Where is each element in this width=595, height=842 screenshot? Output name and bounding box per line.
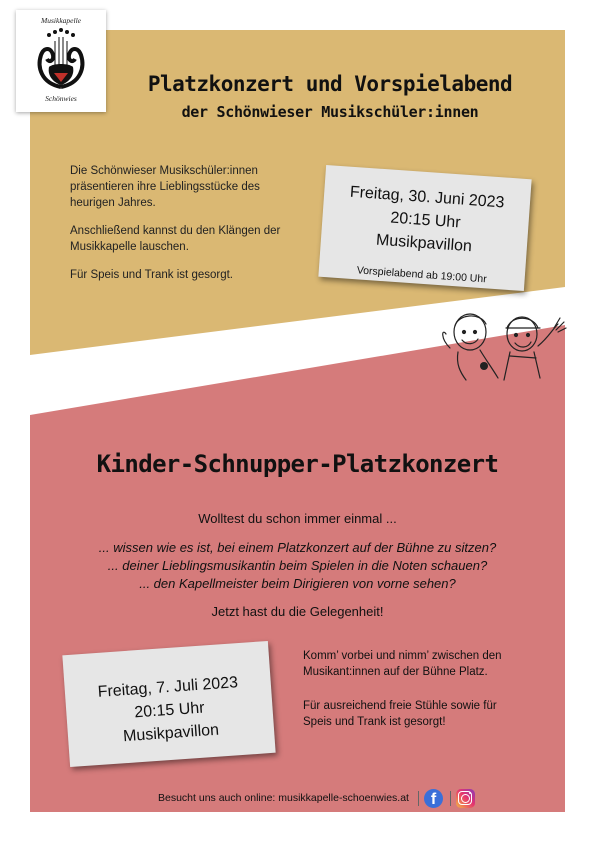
event2-question-lines [0, 539, 595, 593]
event1-note: Vorspielabend ab 19:00 Uhr [356, 264, 488, 286]
event1-intro [70, 163, 290, 295]
event1-time: 20:15 Uhr [389, 209, 462, 232]
question-line: ... deiner Lieblingsmusikantin beim Spielen in die Noten schauen? [107, 558, 488, 573]
event2-question: Wolltest du schon immer einmal ... [198, 511, 397, 526]
lyre-icon [35, 27, 87, 91]
intro-paragraph: Die Schönwieser Musikschüler:innen präsentieren ihre Lieblingsstücke des heurigen Jahres. [70, 165, 260, 209]
footer-divider [418, 791, 419, 806]
event1-date: Freitag, 30. Juni 2023 [349, 183, 505, 212]
footer [0, 786, 595, 810]
kids-drawing [440, 308, 570, 388]
event1-title: Platzkonzert und Vorspielabend [147, 72, 513, 96]
event2-date: Freitag, 7. Juli 2023 [97, 674, 239, 701]
musikkapelle-logo [16, 10, 106, 112]
logo-bottom-text: Schönwies [45, 94, 77, 103]
info-paragraph: Komm’ vorbei und nimm’ zwischen den Musikant:innen auf der Bühne Platz. [303, 650, 502, 678]
event2-time: 20:15 Uhr [133, 699, 206, 722]
event1-subtitle: der Schönwieser Musikschüler:innen [181, 103, 479, 121]
instagram-icon[interactable] [456, 789, 475, 808]
question-line: ... den Kapellmeister beim Dirigieren von vorne sehen? [139, 576, 456, 591]
intro-paragraph: Anschließend kannst du den Klängen der Musikkapelle lauschen. [70, 225, 281, 253]
event1-date-card [318, 165, 531, 291]
event2-chance: Jetzt hast du die Gelegenheit! [211, 604, 384, 619]
intro-paragraph: Für Speis und Trank ist gesorgt. [70, 269, 233, 281]
info-paragraph: Für ausreichend freie Stühle sowie für Speis und Trank ist gesorgt! [303, 700, 497, 728]
logo-top-text: Musikkapelle [41, 16, 81, 25]
footer-divider [450, 791, 451, 806]
facebook-icon[interactable]: f [424, 789, 443, 808]
event1-location: Musikpavillon [375, 231, 473, 256]
question-line: ... wissen wie es ist, bei einem Platzkonzert auf der Bühne zu sitzen? [98, 540, 497, 555]
event2-date-card [62, 641, 275, 767]
event2-location: Musikpavillon [122, 721, 220, 746]
event2-info [303, 648, 523, 748]
event2-title: Kinder-Schnupper-Platzkonzert [96, 450, 499, 478]
footer-website-text[interactable]: Besucht uns auch online: musikkapelle-schoenwies.at [158, 792, 409, 804]
